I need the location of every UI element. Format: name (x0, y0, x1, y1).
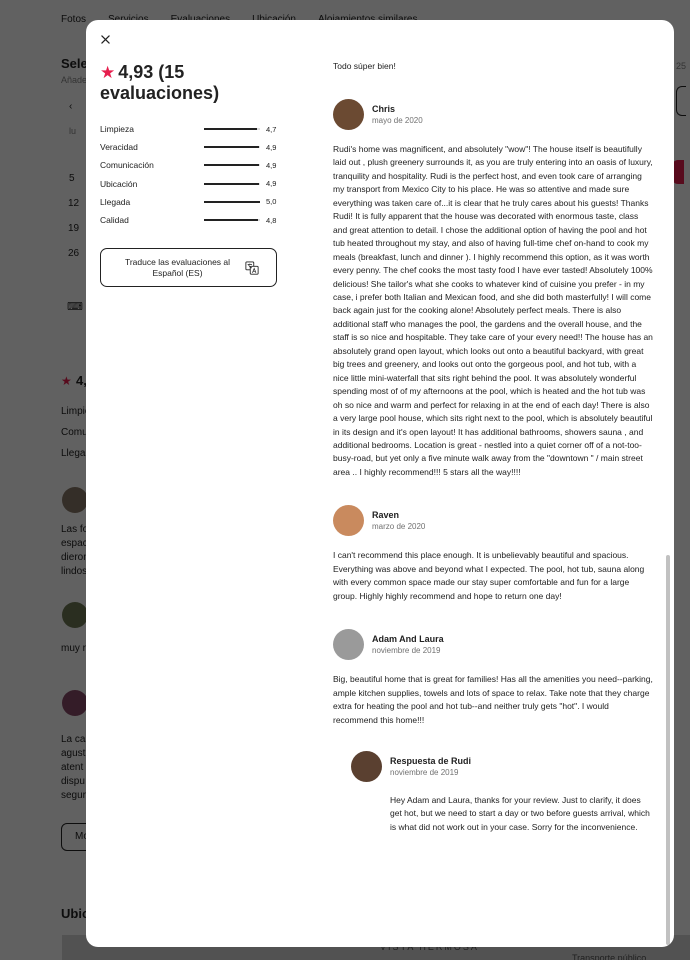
category-bar (204, 219, 260, 221)
review-text: Todo súper bien! (333, 61, 396, 71)
category-bar (204, 128, 260, 130)
star-icon: ★ (100, 63, 116, 82)
category-label: Limpieza (100, 124, 135, 135)
reviewer-name: Raven (372, 510, 400, 521)
category-value: 4,9 (266, 179, 277, 189)
responder-name: Respuesta de Rudi (390, 755, 472, 766)
avatar[interactable] (333, 99, 364, 130)
close-icon (101, 35, 110, 44)
category-value: 4,7 (266, 124, 277, 134)
host-response (351, 751, 653, 834)
review-date: marzo de 2020 (372, 522, 426, 532)
category-row (100, 175, 280, 193)
translate-label: Traduce las evaluaciones al Español (ES) (124, 256, 231, 278)
review-text: I can't recommend this place enough. It is unbelievably beautiful and spacious. Everything was above and beyond what I expected. The pool, hot tub, sauna along with every common space made our stay super comfortable and fun for a large group. Highly highly recommend and hope to return one day! (333, 550, 645, 601)
category-label: Llegada (100, 196, 131, 207)
close-button[interactable] (96, 30, 114, 48)
category-value: 4,8 (266, 215, 277, 225)
review-date: mayo de 2020 (372, 116, 423, 125)
category-row (100, 120, 280, 138)
reviewer-name: Chris (372, 104, 396, 114)
category-label: Calidad (100, 215, 129, 226)
category-bar (204, 201, 260, 203)
score-text: 4,93 (15 evaluaciones) (100, 62, 220, 103)
category-bar-fill (204, 146, 259, 148)
review-text: Big, beautiful home that is great for families! Has all the amenities you need--parking, ample kitchen supplies, towels and lots of space to relax. Take note that they charge extra for heating the pool and hot tub--and neither truly gets "hot". I would recommend this home!!! (333, 674, 653, 725)
category-bar-fill (204, 128, 257, 130)
category-bar-fill (204, 219, 258, 221)
category-bar-fill (204, 201, 260, 203)
review-item (333, 505, 653, 603)
reviews-list (333, 60, 653, 834)
translate-icon (245, 261, 259, 275)
response-header (351, 751, 653, 782)
category-bar-fill (204, 183, 259, 185)
review-item (333, 99, 653, 479)
category-bar (204, 164, 260, 166)
translate-reviews-button[interactable] (100, 248, 277, 287)
response-text: Hey Adam and Laura, thanks for your review. Just to clarify, it does get hot, but we need to start a day or two before guests arrival, which is what did not work out in your case. Sorry for the inconvenience. (390, 794, 650, 832)
category-value: 4,9 (266, 142, 277, 152)
category-label: Ubicación (100, 178, 138, 189)
category-label: Veracidad (100, 142, 138, 153)
review-header (333, 99, 653, 130)
category-row (100, 211, 280, 229)
review-text: Rudi's home was magnificent, and absolutely "wow"! The house itself is beautifully laid out , plush greenery surrounds it, as you are truly entering into an oasis of luxury, tranquility and hospitality. Rudi is the perfect host, and even took care of arranging my transport from Mexico City to his place. He was so attentive and made sure everything was taken care of...it is clear that he truly cares about his guests! Thanks Rudi! It is fully apparent that the house was decorated with enormous taste, class and great attention to detail. I chose the additional option of having the pool and hot tub heated throughout my stay, and also of having full-time chef on-hand to cook my meals (breakfast, lunch and dinner ). I highly recommend this option, as it was worth every penny. The chef cooks the most tasty food I have ever tasted! Absolutely 100% delicious! She tailor's what she cooks to whatever kind of cuisine you prefer - in my case, i prefer both Italian and Mexican food, and she did both masterfully! I will come back again just for the cooking alone! Absolutely perfect meals. There is also additional staff who manages the pool, the gardens and the overall house, and the staff is so nice and hospitable. They take care of your every need!! The house has an absolutely grand open layout, which looks out onto a beautiful backyard, with great big trees and greenery, and looks out onto the gorgeous pool, and hot tub, with a nice little mini-waterfall that sits right behind the pool. It was absolutely wonderful spending most of of my afternoons at the pool, which is heated and the hot tub was oh so nice and warm and perfect for relaxing in at the end of each day! There is also a very large pool house, which sits right next to the pool, which is absolutely beautiful in its design and it's open layout! It has additional bathrooms, showers sauna , and additional bedrooms. Location is great - nestled into a quiet corner off of a not-too-busy-road, but yet only a five minute walk away from the "downtown " / main street area .. I highly recommend!!! 5 stars all the way!!!! (333, 144, 653, 477)
category-ratings (100, 120, 280, 229)
category-label: Comunicación (100, 160, 154, 171)
avatar[interactable] (333, 505, 364, 536)
review-item (333, 629, 653, 834)
review-date: noviembre de 2019 (372, 646, 441, 656)
avatar[interactable] (351, 751, 382, 782)
response-date: noviembre de 2019 (390, 767, 459, 777)
review-header (333, 505, 653, 536)
ratings-panel (100, 62, 280, 287)
category-row (100, 193, 280, 211)
avatar[interactable] (333, 629, 364, 660)
reviewer-name: Adam And Laura (372, 634, 444, 645)
category-row (100, 138, 280, 156)
category-value: 4,9 (266, 160, 277, 170)
review-score (100, 62, 280, 104)
category-row (100, 156, 280, 174)
review-header (333, 629, 653, 660)
category-value: 5,0 (266, 197, 277, 207)
reviews-modal (86, 20, 674, 947)
category-bar-fill (204, 164, 259, 166)
category-bar (204, 183, 260, 185)
modal-scrollbar[interactable] (666, 555, 670, 945)
category-bar (204, 146, 260, 148)
